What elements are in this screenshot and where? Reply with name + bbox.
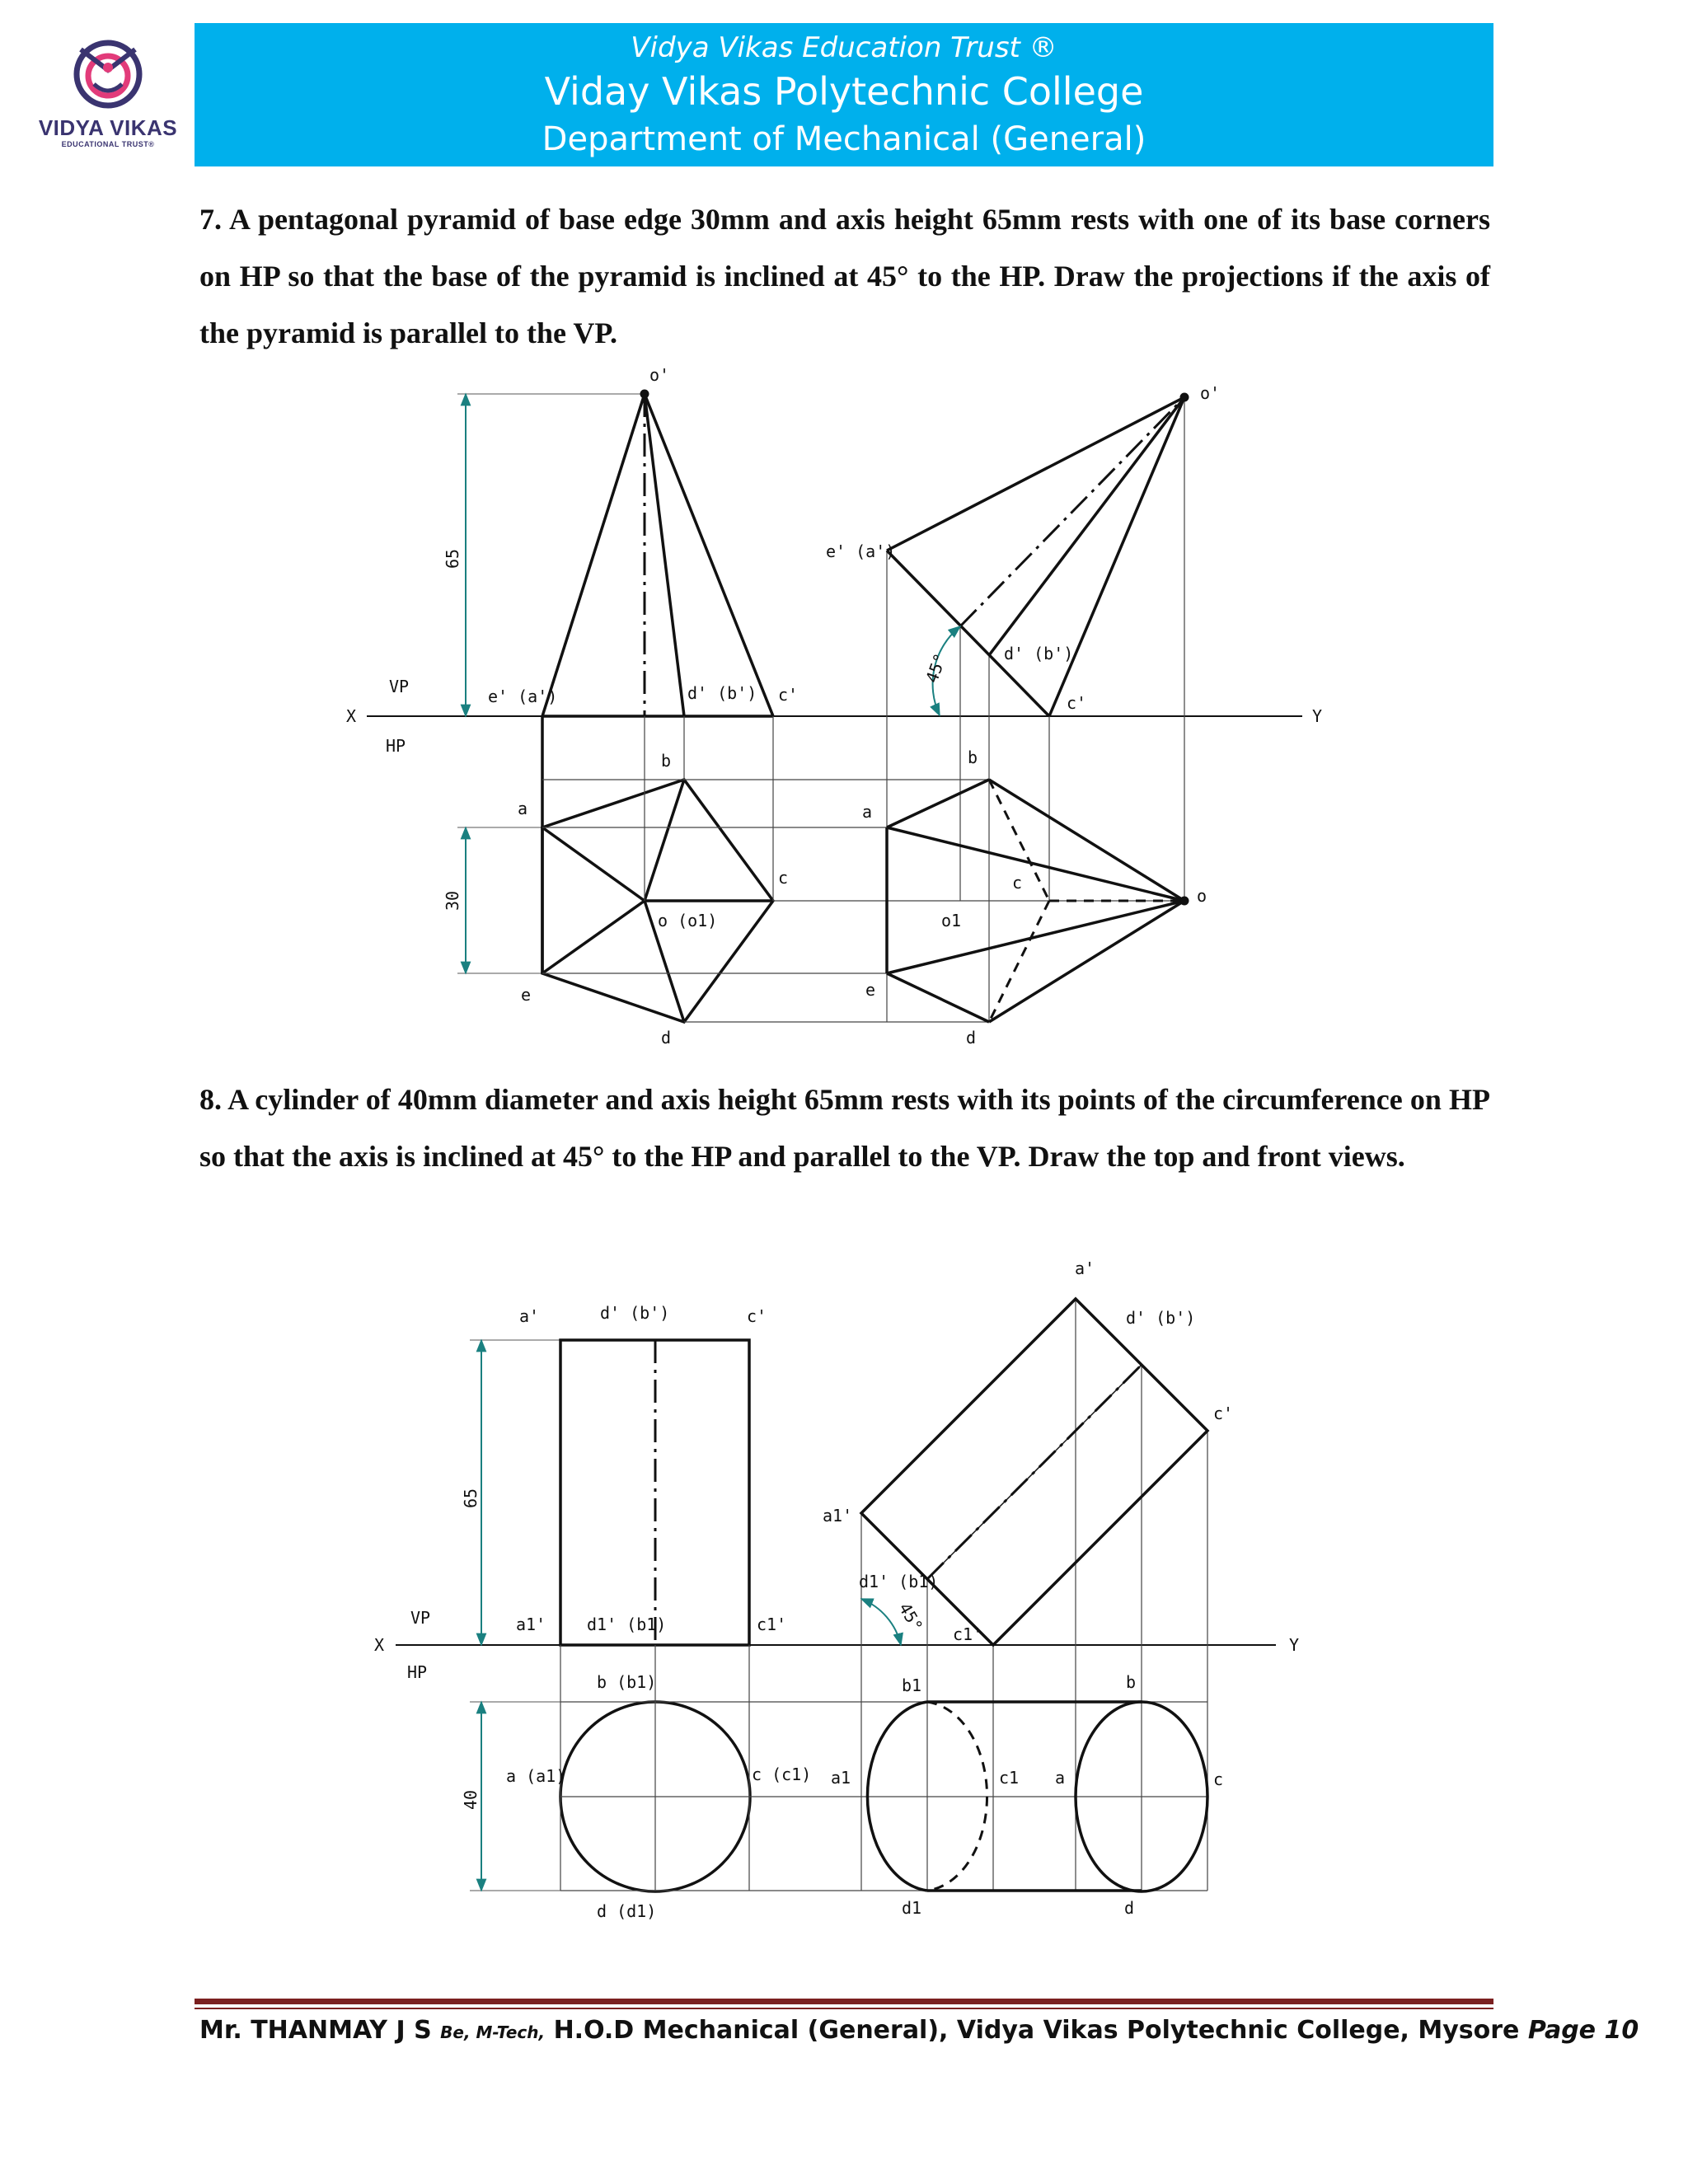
label-d-d1: d (d1)	[597, 1901, 657, 1921]
apex-point	[1180, 897, 1189, 905]
label-c-front-8-2: c'	[1213, 1404, 1234, 1423]
label-a-2-8: a	[1055, 1768, 1066, 1788]
figure-8-cylinder	[396, 1299, 1276, 1891]
label-hp: HP	[386, 736, 406, 756]
label-dim-65-8: 65	[461, 1488, 481, 1508]
label-b-2: b	[968, 748, 978, 767]
label-apex-2: o'	[1200, 383, 1221, 403]
label-a-1: a	[518, 799, 528, 818]
label-d1b1-front-2: d1' (b1)	[859, 1572, 939, 1591]
label-a-front-2: a'	[1075, 1258, 1095, 1278]
label-o: o	[1197, 886, 1207, 906]
label-d-1: d	[661, 1028, 672, 1047]
label-c1-front-1: c1'	[757, 1615, 787, 1634]
label-d1b1-front-1: d1' (b1)	[587, 1615, 667, 1634]
label-d1-2: d1	[902, 1898, 922, 1918]
axis-front-2	[960, 397, 1184, 626]
label-c-2: c	[1012, 873, 1023, 893]
label-e-2: e	[865, 980, 876, 1000]
label-c1-front-2: c1'	[953, 1624, 983, 1644]
angle-arc-45-8	[861, 1599, 901, 1645]
label-b-2-8: b	[1126, 1672, 1137, 1692]
department-name: Department of Mechanical (General)	[542, 120, 1146, 158]
label-db-front-8-1: d' (b')	[600, 1303, 670, 1323]
label-c-1: c	[778, 868, 789, 888]
label-a-2: a	[862, 802, 873, 822]
college-name: Viday Vikas Polytechnic College	[544, 69, 1144, 114]
projector-lines-7	[542, 397, 1184, 1022]
label-hp-8: HP	[407, 1662, 428, 1682]
logo-name: VIDYA VIKAS	[38, 115, 178, 140]
label-c-front-2: c'	[1067, 693, 1087, 713]
label-e-1: e	[521, 985, 532, 1005]
trust-name: Vidya Vikas Education Trust ®	[631, 31, 1057, 64]
label-x-8: X	[374, 1635, 385, 1655]
footer-degrees: Be, M-Tech,	[440, 2022, 546, 2042]
label-b-b1: b (b1)	[597, 1672, 657, 1692]
label-b-1: b	[661, 751, 672, 771]
label-db-front-2: d' (b')	[1004, 644, 1074, 663]
label-ea-front-1: e' (a')	[488, 687, 558, 706]
label-x: X	[346, 706, 357, 726]
label-db-front-8-2: d' (b')	[1126, 1308, 1196, 1328]
footer-rule-thin	[195, 2008, 1493, 2009]
dimension-height	[457, 394, 645, 716]
label-vp-8: VP	[410, 1608, 431, 1628]
label-a1-front-1: a1'	[516, 1615, 546, 1634]
label-c1-2: c1	[999, 1768, 1020, 1788]
dimension-height-8	[470, 1340, 560, 1645]
footer-rule	[195, 1999, 1493, 2004]
label-dim-65: 65	[443, 548, 462, 569]
label-c-2-8: c	[1213, 1769, 1224, 1789]
label-d-2-8: d	[1124, 1898, 1135, 1918]
footer-role: H.O.D Mechanical (General), Vidya Vikas Polytechnic College, Mysore	[553, 2016, 1520, 2045]
label-angle-7: 45°	[921, 650, 951, 686]
page-number: Page 10	[1527, 2016, 1639, 2045]
footer	[199, 2016, 1639, 2045]
label-b1-2: b1	[902, 1675, 922, 1695]
apex-front-point	[1180, 393, 1189, 401]
label-apex-1: o'	[649, 365, 670, 385]
question-7: 7. A pentagonal pyramid of base edge 30mm and axis height 65mm rests with one of its base corners on HP so that the base of the pyramid is inclined at 45° to the HP. Draw the projections if the axis of the pyramid is parallel to the VP.	[199, 203, 1490, 349]
label-c-c1: c (c1)	[752, 1765, 812, 1784]
label-d-2: d	[966, 1028, 977, 1047]
label-y-8: Y	[1289, 1635, 1300, 1655]
label-dim-40-8: 40	[461, 1789, 481, 1810]
label-ea-front-2: e' (a')	[826, 541, 896, 561]
dimension-dia-8	[470, 1702, 560, 1891]
label-angle-8: 45°	[894, 1599, 927, 1635]
axis-cyl-front-2	[927, 1365, 1142, 1579]
figure-7-labels	[346, 365, 1322, 1047]
label-a-front-1: a'	[519, 1306, 540, 1326]
apex-front-point-1	[640, 390, 649, 398]
label-vp: VP	[389, 677, 410, 696]
label-a1-front-2: a1'	[823, 1506, 853, 1526]
label-db-front-1: d' (b')	[687, 683, 757, 703]
pyramid-top-view-1	[542, 716, 773, 1022]
question-8: 8. A cylinder of 40mm diameter and axis height 65mm rests with its points of the circumference on HP so that the axis is inclined at 45° to the HP and parallel to the VP. Draw the top and front views.	[199, 1083, 1490, 1173]
label-o1: o1	[941, 911, 962, 930]
label-o-o1: o (o1)	[658, 911, 718, 930]
label-a1-2: a1	[831, 1768, 851, 1788]
figure-8-labels	[374, 1258, 1299, 1921]
label-c-front-8-1: c'	[747, 1306, 767, 1326]
pyramid-front-view-1	[542, 394, 773, 716]
label-dim-30: 30	[443, 890, 462, 911]
dimension-base	[457, 827, 544, 973]
logo-subtitle: EDUCATIONAL TRUST®	[61, 140, 155, 148]
label-c-front-1: c'	[778, 685, 799, 705]
footer-author: Mr. THANMAY J S	[199, 2016, 432, 2045]
label-y: Y	[1312, 706, 1323, 726]
label-a-a1: a (a1)	[506, 1766, 566, 1786]
projector-lines-8	[560, 1299, 1207, 1891]
